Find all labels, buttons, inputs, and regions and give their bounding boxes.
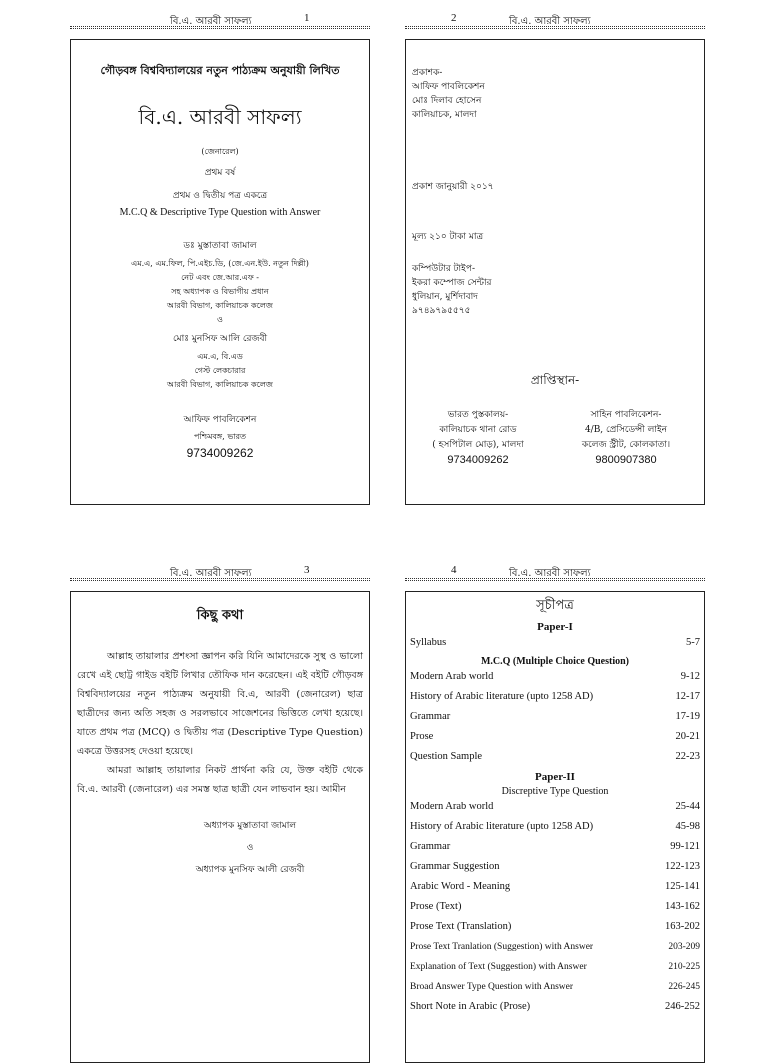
toc-label: Grammar Suggestion	[410, 861, 500, 872]
page-number: 1	[304, 12, 310, 24]
toc-pages: 9-12	[680, 671, 700, 682]
toc-row[interactable]	[406, 897, 704, 917]
toc-pages: 5-7	[686, 637, 700, 648]
toc-label: History of Arabic literature (upto 1258 AD)	[410, 691, 594, 702]
toc-row[interactable]	[406, 977, 704, 997]
toc-pages: 22-23	[675, 751, 700, 762]
page-4	[405, 552, 705, 1063]
toc-pages: 226-245	[668, 982, 700, 992]
availability-heading: প্রাপ্তিস্থান-	[530, 373, 580, 387]
toc-label: Prose	[410, 731, 434, 742]
toc-label: History of Arabic literature (upto 1258 AD)	[410, 821, 594, 832]
author1-line: নেট এবং জে.আর.এফ -	[181, 273, 259, 282]
toc-row[interactable]	[406, 857, 704, 877]
general-label: (জেনারেল)	[201, 147, 239, 156]
preface-frame	[70, 591, 370, 1063]
toc-pages: 99-121	[670, 841, 700, 852]
toc-label: Grammar	[410, 841, 451, 852]
author2-line: গেস্ট লেকচারার	[194, 366, 246, 375]
page-3	[70, 552, 370, 1063]
toc-title: সূচীপত্র	[536, 598, 574, 613]
author1-line: সহ অধ্যাপক ও বিভাগীয় প্রধান	[171, 287, 269, 296]
toc-pages: 20-21	[675, 731, 700, 742]
publisher-phone: 9734009262	[186, 446, 254, 460]
page-number: 4	[451, 564, 457, 576]
shop-line: কলেজ স্ট্রীট, কোলকাতা।	[581, 440, 671, 450]
toc-label: Explanation of Text (Suggestion) with Answer	[410, 962, 587, 972]
toc-row[interactable]	[406, 667, 704, 687]
signature-line: অধ্যাপক মুনসিফ আলী রেজবী	[195, 865, 305, 875]
toc-row[interactable]	[406, 937, 704, 957]
typesetting-line: ধুলিয়ান, মুর্শিদাবাদ	[412, 292, 478, 302]
publisher-name: আফিফ পাবলিকেশন	[183, 415, 257, 425]
toc-frame	[405, 591, 705, 1063]
book-title: বি.এ. আরবী সাফল্য	[138, 105, 302, 129]
toc-pages: 210-225	[668, 962, 700, 972]
page-header	[405, 552, 705, 578]
section-heading: Discreptive Type Question	[501, 786, 609, 797]
author1-name: ডঃ মুস্তাতাবা জামাল	[183, 241, 257, 251]
header-title: বি.এ. আরবী সাফল্য	[170, 16, 252, 27]
toc-row[interactable]	[406, 917, 704, 937]
toc-row[interactable]	[406, 837, 704, 857]
shop-line: ( হসপিটাল মোড়), মালদা	[432, 440, 524, 450]
papers-label: প্রথম ও দ্বিতীয় পত্র একত্রে	[172, 191, 268, 201]
typesetting-line: ৯৭৪৯৭৯৫৫৭৫	[412, 306, 471, 316]
toc-row[interactable]	[406, 727, 704, 747]
toc-label: Broad Answer Type Question with Answer	[410, 982, 574, 992]
toc-label: Question Sample	[410, 751, 483, 762]
shop-name: ভারত পুস্তকালয়-	[447, 410, 509, 420]
page-number: 3	[304, 564, 310, 576]
toc-pages: 125-141	[665, 881, 700, 892]
shop-line: 4/B, প্রেসিডেন্সী লাইন	[584, 425, 668, 435]
toc-pages: 122-123	[665, 861, 700, 872]
shop-phone: 9800907380	[595, 454, 657, 466]
toc-label: Prose Text Tranlation (Suggestion) with Answer	[410, 942, 594, 952]
toc-row[interactable]	[406, 957, 704, 977]
page-header	[405, 0, 705, 26]
header-title: বি.এ. আরবী সাফল্য	[509, 568, 591, 579]
preface-paragraph: আল্লাহ তায়ালার প্রশংসা জ্ঞাপন করি যিনি আমাদেরকে সুস্থ ও ভালো রেখে এই ছোট্ট গাইড বইটি লিখার তৌফিক দান করেছেন। এই বইটি গৌড়বঙ্গ বিশ্ববিদ্যালয়ের নতুন পাঠ্যক্রম অনুযায়ী বি.এ, আরবী (জেনারেল) ছাত্র ছাত্রীদের জন্য অতি সহজ ও সরলভাবে সাজেশনের ভিত্তিতে লেখা হয়েছে। যাতে প্রথম পত্র (MCQ) ও দ্বিতীয় পত্র (Descriptive Type Question) একত্রে উত্তরসহ দেওয়া হয়েছে।	[77, 651, 363, 757]
author2-line: এম.এ, বি.এড	[197, 352, 243, 361]
toc-pages: 203-209	[668, 942, 700, 952]
author1-line: এম.এ, এম.ফিল, পি.এইচ.ডি, (জে.এন.ইউ. নতুন দিল্লী)	[131, 259, 309, 268]
toc-pages: 163-202	[665, 921, 700, 932]
page-number: 2	[451, 12, 457, 24]
english-subtitle: M.C.Q & Descriptive Type Question with Answer	[119, 207, 321, 218]
toc-row[interactable]	[406, 707, 704, 727]
shop-name: সাহিন পাবলিকেশন-	[590, 410, 662, 420]
author1-line: ও	[217, 315, 223, 324]
preface-title: কিছু কথা	[196, 608, 244, 623]
toc-label: Short Note in Arabic (Prose)	[410, 1001, 531, 1012]
toc-label: Modern Arab world	[410, 801, 494, 812]
paper-heading: Paper-I	[537, 621, 573, 633]
toc-pages: 12-17	[675, 691, 700, 702]
publisher-line: কালিয়াচক, মালদা	[412, 110, 477, 120]
publisher-line: মোঃ দিলাব হোসেন	[412, 96, 482, 106]
publisher-label: প্রকাশক-	[412, 68, 443, 78]
shop-line: কালিয়াচক থানা রোড	[439, 425, 517, 435]
signature-line: অধ্যাপক মুস্তাতাবা জামাল	[203, 821, 297, 831]
publisher-line: আফিফ পাবলিকেশন	[412, 82, 485, 92]
toc-label: Modern Arab world	[410, 671, 494, 682]
page-2	[405, 0, 705, 505]
toc-pages: 17-19	[675, 711, 700, 722]
title-page-frame	[70, 39, 370, 505]
author2-name: মোঃ মুনসিফ আলি রেজবী	[172, 334, 268, 344]
paper-heading: Paper-II	[535, 771, 575, 783]
toc-pages: 143-162	[665, 901, 700, 912]
typesetting-label: কম্পিউটার টাইপ-	[412, 264, 475, 274]
page-header	[70, 0, 370, 26]
shop-phone: 9734009262	[447, 454, 509, 466]
header-title: বি.এ. আরবী সাফল্য	[509, 16, 591, 27]
toc-row[interactable]	[406, 877, 704, 897]
toc-row[interactable]	[406, 817, 704, 837]
signature-and: ও	[246, 843, 254, 853]
publisher-place: পশ্চিমবঙ্গ, ভারত	[193, 432, 247, 441]
author2-line: আরবী বিভাগ, কালিয়াচক কলেজ	[167, 380, 273, 389]
university-line: গৌড়বঙ্গ বিশ্ববিদ্যালয়ের নতুন পাঠ্যক্রম অনুযায়ী লিখিত	[100, 64, 340, 77]
toc-label: Syllabus	[410, 637, 447, 648]
toc-pages: 45-98	[675, 821, 700, 832]
toc-row[interactable]	[406, 687, 704, 707]
section-heading: M.C.Q (Multiple Choice Question)	[480, 656, 630, 667]
header-title: বি.এ. আরবী সাফল্য	[170, 568, 252, 579]
year-label: প্রথম বর্ষ	[204, 168, 236, 178]
toc-pages: 25-44	[675, 801, 700, 812]
toc-label: Prose (Text)	[410, 901, 462, 912]
toc-row[interactable]	[406, 797, 704, 817]
imprint-frame	[405, 39, 705, 505]
typesetting-line: ইকরা কম্পোজ সেন্টার	[412, 278, 492, 288]
toc-row[interactable]	[406, 997, 704, 1017]
preface-paragraph: আমরা আল্লাহ তায়ালার নিকট প্রার্থনা করি যে, উক্ত বইটি থেকে বি.এ. আরবী (জেনারেল) এর সমস্ত ছাত্র ছাত্রী যেন লাভবান হয়। আমীন	[77, 765, 363, 795]
toc-label: Arabic Word - Meaning	[410, 881, 511, 892]
page-header	[70, 552, 370, 578]
price: মূল্য ২১০ টাকা মাত্র	[412, 232, 484, 242]
toc-row[interactable]	[406, 633, 704, 653]
toc-row[interactable]	[406, 747, 704, 767]
author1-line: আরবী বিভাগ, কালিয়াচক কলেজ	[167, 301, 273, 310]
toc-label: Prose Text (Translation)	[410, 921, 512, 932]
toc-pages: 246-252	[665, 1001, 700, 1012]
published-date: প্রকাশ জানুয়ারী ২০১৭	[412, 182, 494, 192]
toc-label: Grammar	[410, 711, 451, 722]
page-1	[70, 0, 370, 505]
